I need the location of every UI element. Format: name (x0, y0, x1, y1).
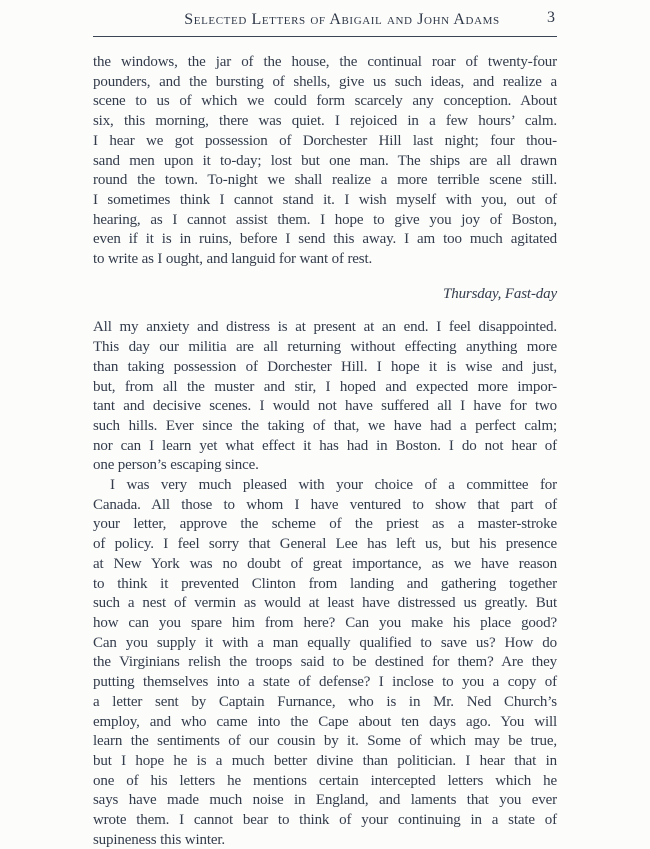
text-line: All my anxiety and distress is at present at an end. I feel disappointed. (93, 319, 557, 336)
text-line: I hear we got possession of Dorchester Hill last night; four thou- (93, 132, 557, 149)
text-line: Can you supply it with a man equally qualified to save us? How do (93, 634, 557, 651)
text-line: This day our militia are all returning without effecting anything more (93, 339, 557, 356)
text-line: the Virginians relish the troops said to be destined for them? Are they (93, 654, 557, 671)
letter-dateline: Thursday, Fast-day (443, 285, 557, 302)
text-line: to write as I ought, and languid for want of rest. (93, 251, 373, 268)
text-line: to think it prevented Clinton from landing and gathering together (93, 575, 557, 592)
text-line: such a nest of vermin as would at least have distressed us greatly. But (93, 595, 557, 612)
text-line: your letter, approve the scheme of the priest as a master-stroke (93, 516, 557, 533)
text-line: Canada. All those to whom I have ventured to show that part of (93, 496, 557, 513)
text-line: one person’s escaping since. (93, 457, 259, 474)
text-line: nor can I learn yet what effect it has had in Boston. I do not hear of (93, 437, 557, 454)
text-line: how can you spare him from here? Can you make his place good? (93, 614, 557, 631)
text-line: a letter sent by Captain Furnance, who is in Mr. Ned Church’s (93, 693, 557, 710)
text-line: but I hope he is a much better divine than politician. I hear that in (93, 752, 557, 769)
text-line: I sometimes think I cannot stand it. I wish myself with you, out of (93, 191, 557, 208)
paragraph-2 (93, 318, 557, 476)
text-line: I was very much pleased with your choice of a committee for (110, 477, 557, 494)
text-line: sand men upon it to-day; lost but one man. The ships are all drawn (93, 152, 557, 169)
text-line: one of his letters he mentions certain intercepted letters which he (93, 772, 557, 789)
letter-body (93, 53, 557, 849)
text-line: of policy. I feel sorry that General Lee has left us, but his presence (93, 536, 557, 553)
text-line: pounders, and the bursting of shells, give us such ideas, and realize a (93, 73, 557, 90)
text-line: than taking possession of Dorchester Hill. I hope it is wise and just, (93, 358, 557, 375)
text-line: the windows, the jar of the house, the continual roar of twenty-four (93, 54, 557, 70)
text-line: scene to us of which we could form scarcely any conception. About (93, 93, 557, 110)
page-number: 3 (547, 9, 555, 26)
text-line: learn the sentiments of our cousin by it. Some of which may be true, (93, 733, 557, 750)
text-line: six, this morning, there was quiet. I rejoiced in a few hours’ calm. (93, 113, 557, 130)
text-line: wrote them. I cannot bear to think of your continuing in a state of (93, 812, 557, 829)
text-line: hearing, as I cannot assist them. I hope to give you joy of Boston, (93, 211, 557, 228)
text-line: putting themselves into a state of defense? I inclose to you a copy of (93, 674, 557, 691)
text-line: round the town. To-night we shall realize a more terrible scene still. (93, 172, 557, 189)
text-line: supineness this winter. (93, 831, 225, 848)
text-line: says have made much noise in England, and laments that you ever (93, 792, 557, 809)
text-line: tant and decisive scenes. I would not have suffered all I have for two (93, 398, 557, 415)
text-line: employ, and who came into the Cape about ten days ago. You will (93, 713, 557, 730)
text-line: even if it is in ruins, before I send this away. I am too much agitated (93, 231, 557, 248)
text-line: but, from all the muster and stir, I hoped and expected more impor- (93, 378, 557, 395)
running-header-title: Selected Letters of Abigail and John Adams (184, 11, 500, 28)
text-line: such hills. Ever since the taking of that, we have had a perfect calm; (93, 417, 557, 434)
paragraph-3 (93, 476, 557, 849)
paragraph-1 (93, 53, 557, 270)
running-header (93, 0, 557, 37)
text-line: at New York was no doubt of great importance, as we have reason (93, 555, 557, 572)
